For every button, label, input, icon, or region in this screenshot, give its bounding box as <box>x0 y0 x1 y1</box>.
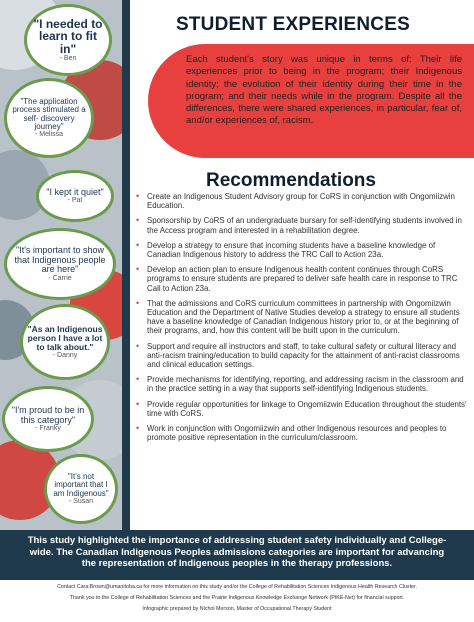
intro-text: Each student's story was unique in terms of: Their life experiences prior to being in the program; their Indigenous identity; the evolution of their identity during their time in the program; and their needs while in the program. Despite all the differences, there were shared experiences, in particular, fear of, and/or experiences of, racism. <box>186 54 462 127</box>
quote-text: "It's not important that I am Indigenous" <box>53 471 109 498</box>
quote-text: "It's important to show that Indigenous people are here" <box>14 245 106 275</box>
quote-bubble-susan <box>44 454 118 524</box>
quote-author: - Pat <box>67 197 83 205</box>
recommendations-title: Recommendations <box>206 170 376 191</box>
footer-contact: Contact Cara.Brown@umanitoba.ca for more information on this study and/or the College of Rehabilitation Sciences Indigenous Health Research Cluster. <box>57 584 417 590</box>
quote-author: - Susan <box>68 498 94 506</box>
quote-author: - Carrie <box>48 274 72 282</box>
conclusion-banner: This study highlighted the importance of addressing student safety individually and College-wide. The Canadian Indigenous Peoples admissions categories are important for advancing the representation of Indigenous peoples in the therapy professions. <box>0 530 474 580</box>
footer <box>0 582 474 615</box>
quote-author: - Melissa <box>34 131 63 139</box>
quote-bubble-franky <box>2 386 94 452</box>
list-item: • Develop a strategy to ensure that incoming students have a baseline knowledge of Canadian Indigenous history to address the TRC Call to Action 23a. <box>134 241 468 259</box>
vertical-divider <box>122 0 130 530</box>
quote-bubble-melissa <box>4 78 94 158</box>
quote-text: "As an Indigenous person I have a lot to talk about." <box>27 324 103 352</box>
quotes-collage <box>0 0 122 530</box>
quote-text: "I'm proud to be in this category" <box>11 405 85 425</box>
page-title: STUDENT EXPERIENCES <box>176 14 410 35</box>
list-item: • Create an Indigenous Student Advisory group for CoRS in conjunction with Ongomiizwin Education. <box>134 192 468 210</box>
quote-author: - Danny <box>52 351 78 359</box>
list-item: • Provide regular opportunities for linkage to Ongomiizwin Education throughout the students' time with CoRS. <box>134 400 468 418</box>
list-item: • Work in conjunction with Ongomiizwin and other Indigenous resources and peoples to promote positive representation in the curriculum/classroom. <box>134 424 468 442</box>
list-item: • Develop an action plan to ensure Indigenous health content continues through CoRS programs to ensure students are prepared to deliver safe health care in response to TRC Call to Action 23a. <box>134 265 468 293</box>
quote-bubble-ben <box>24 4 112 76</box>
list-item: • Sponsorship by CoRS of an undergraduate bursary for self-identifying students involved in the Access program and interested in a rehabilitation degree. <box>134 216 468 234</box>
quote-text: "I kept it quiet" <box>46 186 104 197</box>
list-item: • Provide mechanisms for identifying, reporting, and addressing racism in the classroom and in the practice setting in a way that supports self-identifying Indigenous students. <box>134 375 468 393</box>
recommendations-list <box>134 192 468 448</box>
list-item: • That the admissions and CoRS curriculum committees in partnership with Ongomiizwin Education and the Department of Native Studies develop a strategy to ensure all students have a baseline knowledge of Canadian Indigenous history prior to, or at the beginning of their programs, and, how this content will be built upon in the curriculum. <box>134 299 468 336</box>
quote-bubble-danny <box>20 304 110 380</box>
quote-text: "I needed to learn to fit in" <box>33 16 103 56</box>
list-item: • Support and require all instructors and staff, to take cultural safety or cultural literacy and anti-racism training/education to build capacity for the attainment of anti-racist classrooms and clinical education settings. <box>134 342 468 370</box>
quote-author: - Ben <box>59 55 77 63</box>
quote-bubble-carrie <box>4 228 116 300</box>
footer-thanks: Thank you to the College of Rehabilitation Sciences and the Prairie Indigenous Knowledge Exchange Network (PIKE-Net) for financial support. <box>69 595 405 601</box>
quote-text: "The application process stimulated a self- discovery journey" <box>12 96 86 131</box>
quote-bubble-pat <box>36 170 114 222</box>
quote-author: - Franky <box>35 424 61 432</box>
footer-credit: Infographic prepared by Nichol Merson, Master of Occupational Therapy Student <box>142 606 332 612</box>
